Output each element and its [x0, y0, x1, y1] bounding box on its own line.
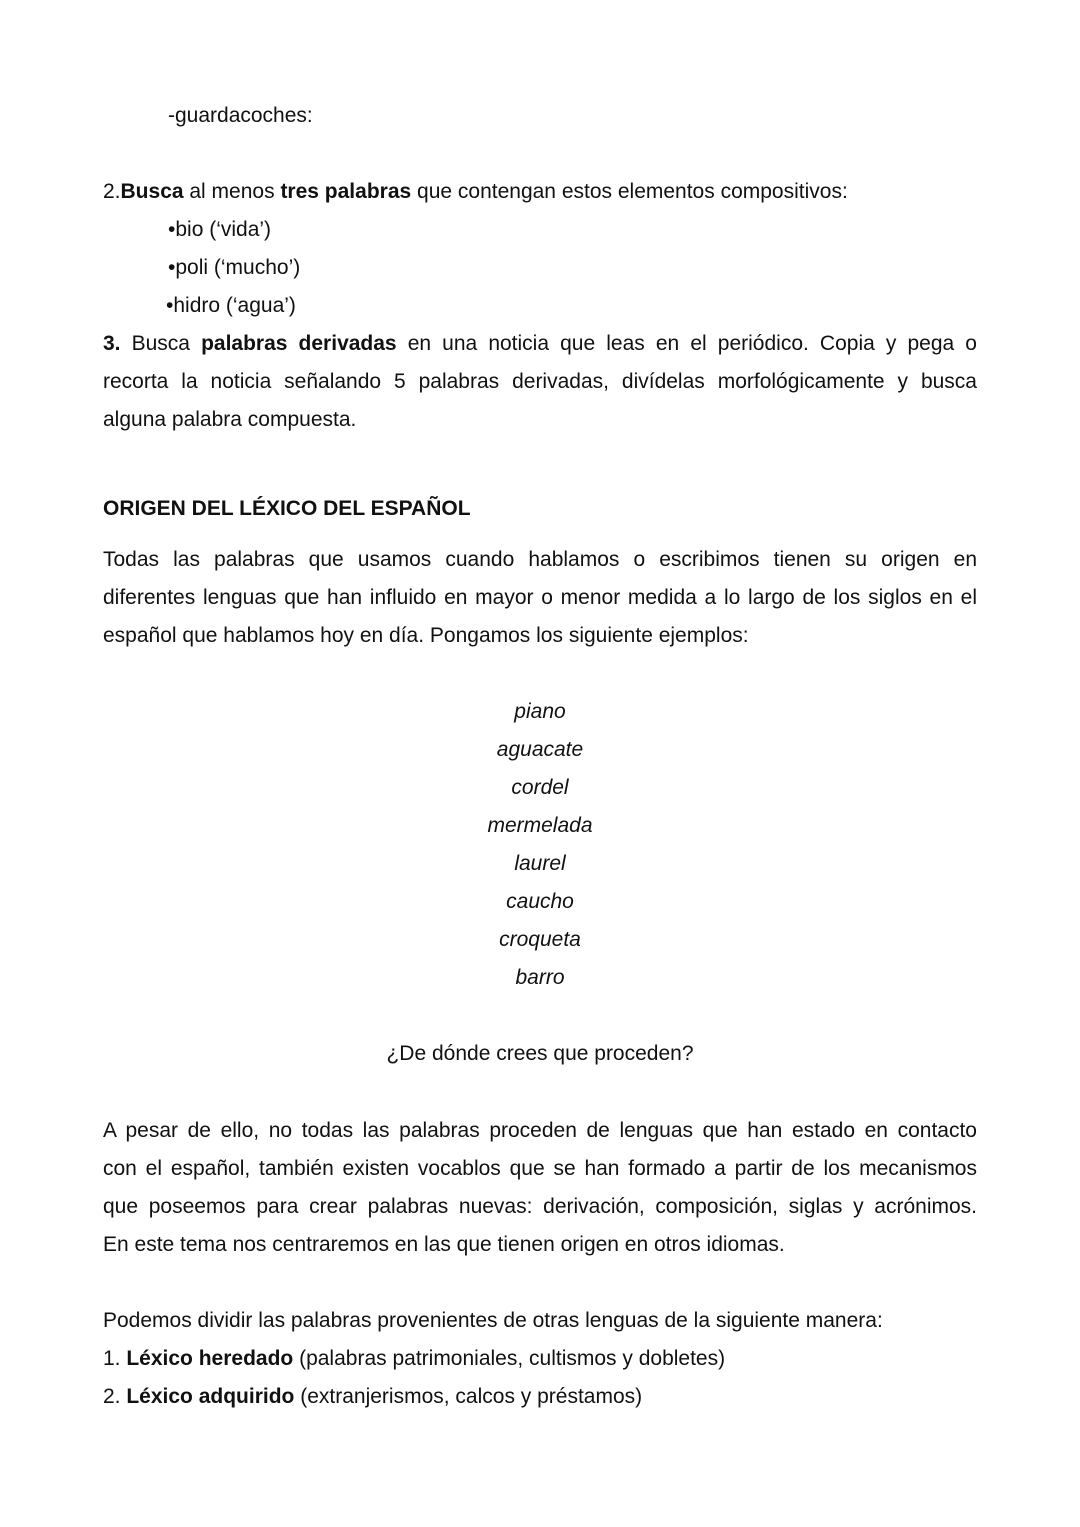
para2-line-1: A pesar de ello, no todas las palabras proceden de lenguas que han estado en contacto: [103, 1119, 977, 1142]
division-item-2: [103, 1378, 977, 1416]
exercise-2-text: al menos: [183, 180, 281, 203]
exercise-3-number: 3.: [103, 332, 121, 355]
division-item-bold: Léxico heredado: [126, 1347, 294, 1370]
example-word: laurel: [514, 852, 566, 875]
exercise-3-text: Busca: [120, 332, 202, 355]
example-word: barro: [515, 966, 565, 989]
intro-line-3: español que hablamos hoy en día. Pongamos los siguiente ejemplos:: [103, 624, 749, 647]
example-word: cordel: [511, 776, 569, 799]
list-item-bio: •bio (‘vida’): [168, 218, 272, 241]
division-item-number: 2.: [103, 1385, 127, 1408]
division-intro: Podemos dividir las palabras provenientes de otras lenguas de la siguiente manera:: [103, 1309, 883, 1332]
division-item-rest: (extranjerismos, calcos y préstamos): [294, 1385, 643, 1408]
exercise-2-bold-tres-palabras: tres palabras: [280, 180, 412, 203]
section-heading: ORIGEN DEL LÉXICO DEL ESPAÑOL: [103, 497, 471, 520]
para2-line-2: con el español, también existen vocablos que se han formado a partir de los mecanismos: [103, 1157, 977, 1180]
exercise-2-bold-busca: Busca: [120, 180, 184, 203]
intro-line-2: diferentes lenguas que han influido en mayor o menor medida a lo largo de los siglos en el: [103, 586, 977, 609]
exercise-3-line-3: alguna palabra compuesta.: [103, 408, 357, 431]
exercise-2-number: 2.: [103, 180, 121, 203]
exercise-2-text-end: que contengan estos elementos compositivos:: [411, 180, 848, 203]
example-word: croqueta: [499, 928, 581, 951]
question-text: ¿De dónde crees que proceden?: [386, 1042, 694, 1065]
example-word: piano: [514, 700, 566, 723]
example-word: caucho: [506, 890, 574, 913]
exercise-3-text-end: en una noticia que leas en el periódico. Copia y pega o: [396, 332, 977, 355]
division-item-rest: (palabras patrimoniales, cultismos y dobletes): [293, 1347, 726, 1370]
list-item-poli: •poli (‘mucho’): [168, 256, 301, 279]
example-word: mermelada: [487, 814, 593, 837]
para2-line-4: En este tema nos centraremos en las que tienen origen en otros idiomas.: [103, 1233, 785, 1256]
para2-line-3: que poseemos para crear palabras nuevas: derivación, composición, siglas y acrónimos.: [103, 1195, 977, 1218]
division-item-bold: Léxico adquirido: [126, 1385, 295, 1408]
example-word: aguacate: [496, 738, 584, 761]
list-item-hidro: •hidro (‘agua’): [166, 294, 296, 317]
exercise-3-line-2: recorta la noticia señalando 5 palabras derivadas, divídelas morfológicamente y busca: [103, 370, 977, 393]
intro-line-1: Todas las palabras que usamos cuando hablamos o escribimos tienen su origen en: [103, 548, 977, 571]
exercise-2-prompt: [103, 173, 977, 211]
exercise-3-bold: palabras derivadas: [201, 332, 397, 355]
division-item-1: [103, 1340, 977, 1378]
exercise-item-guardacoches: -guardacoches:: [168, 104, 313, 127]
exercise-3-line-1: [103, 325, 977, 363]
division-item-number: 1.: [103, 1347, 127, 1370]
